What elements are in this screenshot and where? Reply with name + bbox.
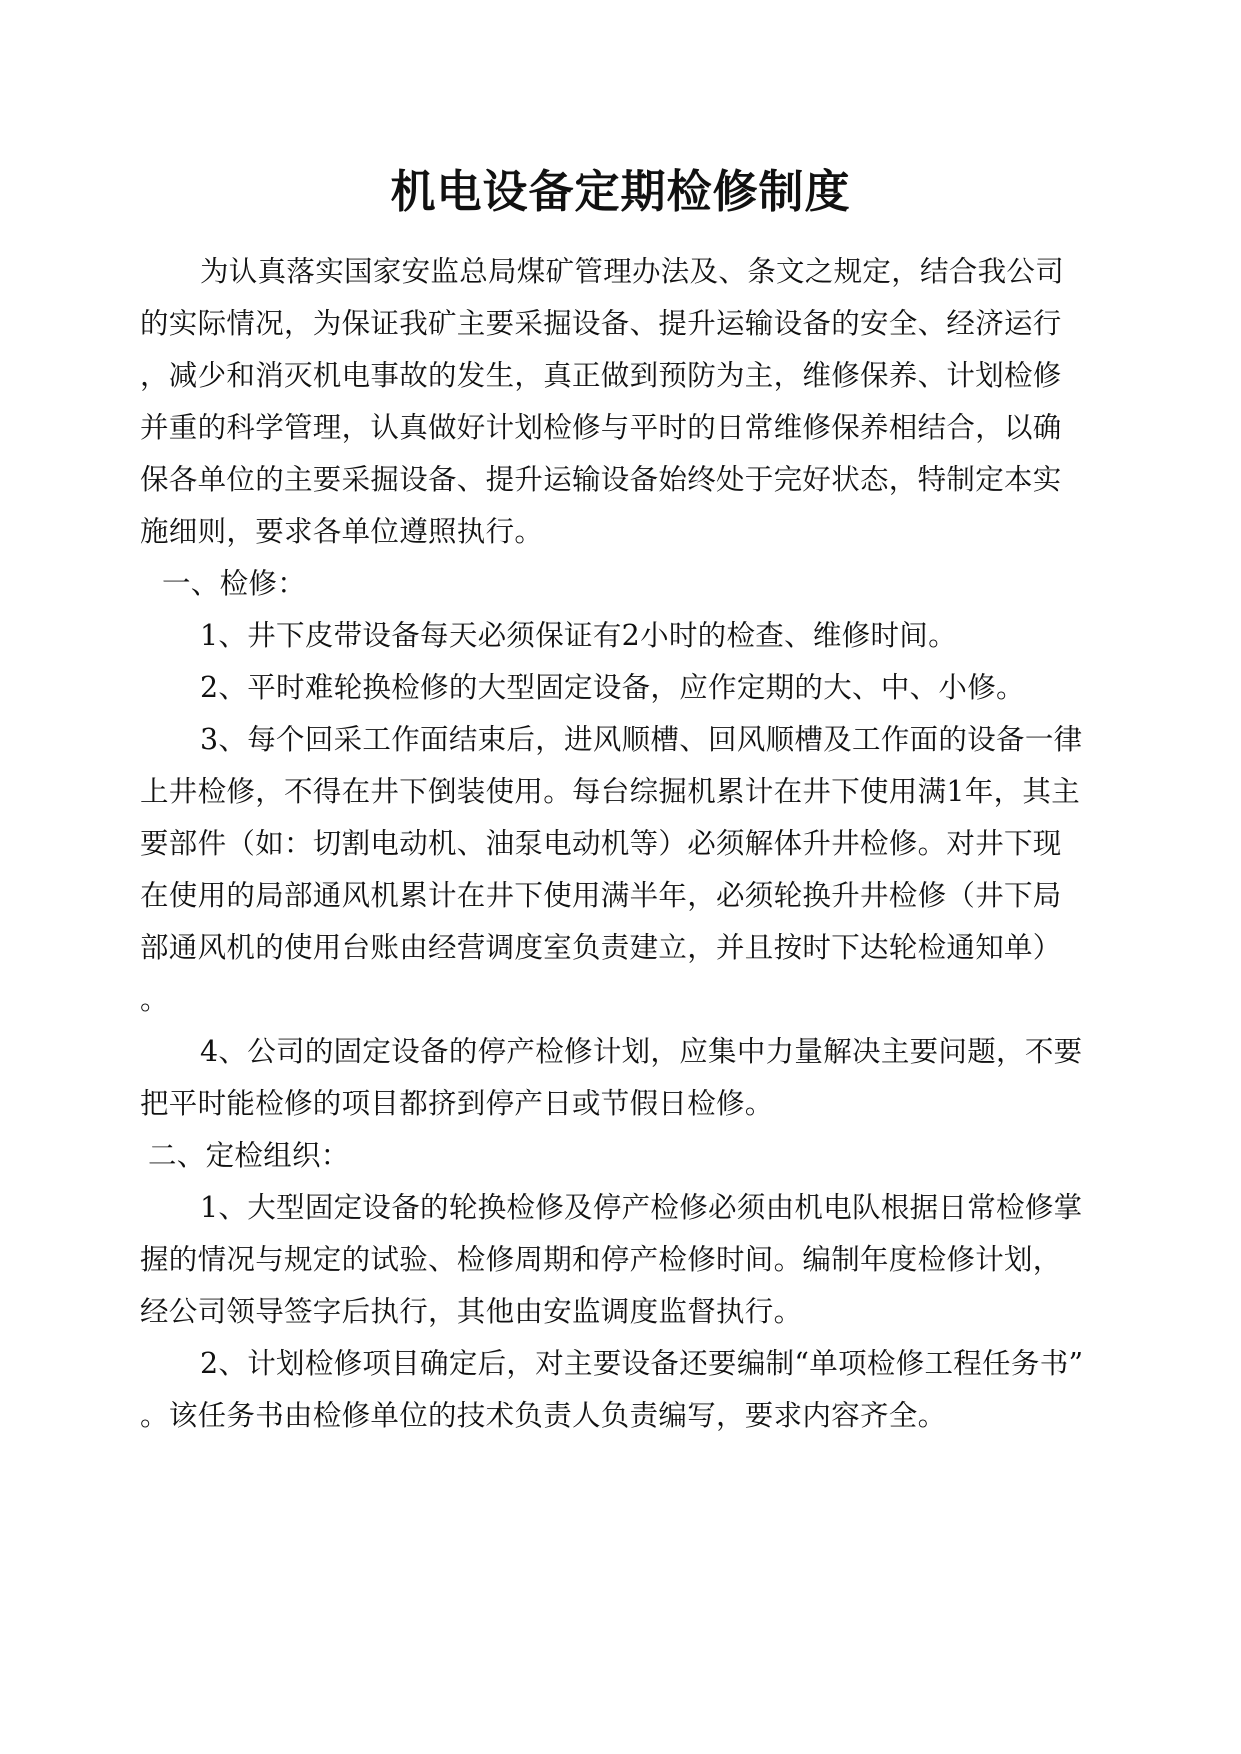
intro-line-6: 施细则，要求各单位遵照执行。 xyxy=(140,515,544,548)
section1-item3-line-4: 在使用的局部通风机累计在井下使用满半年，必须轮换升井检修（井下局 xyxy=(140,879,1062,912)
section2-item2-line-1: 2、计划检修项目确定后，对主要设备还要编制“单项检修工程任务书” xyxy=(200,1347,1084,1380)
section2-item2-line-2: 。该任务书由检修单位的技术负责人负责编写，要求内容齐全。 xyxy=(140,1399,947,1432)
section1-item3-line-1: 3、每个回采工作面结束后，进风顺槽、回风顺槽及工作面的设备一律 xyxy=(200,723,1083,756)
section1-heading: 一、检修： xyxy=(162,567,307,600)
section1-item4-line-2: 把平时能检修的项目都挤到停产日或节假日检修。 xyxy=(140,1087,774,1120)
section1-item1: 1、井下皮带设备每天必须保证有2小时的检查、维修时间。 xyxy=(200,619,957,652)
section2-item1-line-1: 1、大型固定设备的轮换检修及停产检修必须由机电队根据日常检修掌 xyxy=(200,1191,1083,1224)
section1-item3-line-5: 部通风机的使用台账由经营调度室负责建立，并且按时下达轮检通知单） xyxy=(140,931,1062,964)
section1-item2: 2、平时难轮换检修的大型固定设备，应作定期的大、中、小修。 xyxy=(200,671,1025,704)
section1-item3-line-6: 。 xyxy=(140,983,169,1016)
intro-line-1: 为认真落实国家安监总局煤矿管理办法及、条文之规定，结合我公司 xyxy=(200,255,1065,288)
section2-item1-line-3: 经公司领导签字后执行，其他由安监调度监督执行。 xyxy=(140,1295,803,1328)
section2-heading: 二、定检组织： xyxy=(148,1139,350,1172)
intro-line-3: ，减少和消灭机电事故的发生，真正做到预防为主，维修保养、计划检修 xyxy=(140,359,1062,392)
intro-line-2: 的实际情况，为保证我矿主要采掘设备、提升运输设备的安全、经济运行 xyxy=(140,307,1062,340)
section1-item3-line-2: 上井检修，不得在井下倒装使用。每台综掘机累计在井下使用满1年，其主 xyxy=(140,775,1081,808)
intro-line-5: 保各单位的主要采掘设备、提升运输设备始终处于完好状态，特制定本实 xyxy=(140,463,1062,496)
section1-item4-line-1: 4、公司的固定设备的停产检修计划，应集中力量解决主要问题，不要 xyxy=(200,1035,1083,1068)
intro-line-4: 并重的科学管理，认真做好计划检修与平时的日常维修保养相结合，以确 xyxy=(140,411,1062,444)
document-title: 机电设备定期检修制度 xyxy=(390,165,851,218)
section2-item1-line-2: 握的情况与规定的试验、检修周期和停产检修时间。编制年度检修计划， xyxy=(140,1243,1062,1276)
section1-item3-line-3: 要部件（如：切割电动机、油泵电动机等）必须解体升井检修。对井下现 xyxy=(140,827,1062,860)
